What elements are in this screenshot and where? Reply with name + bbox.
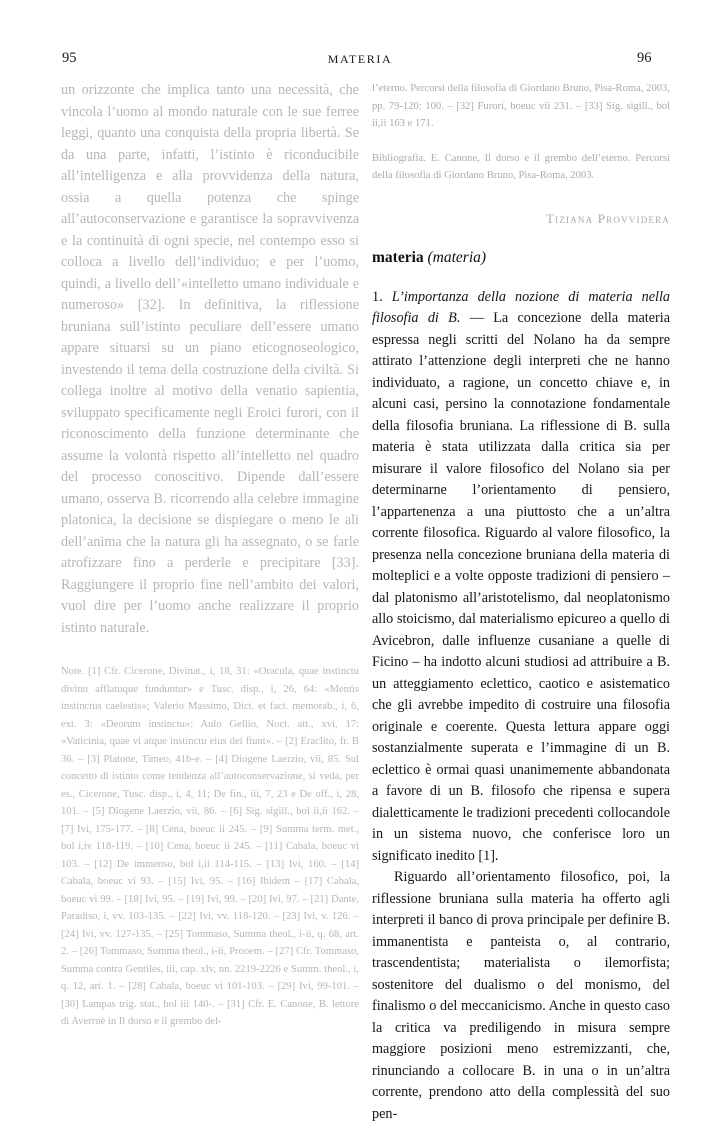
left-body-text: un orizzonte che implica tanto una necessità, che vincola l’uomo al mondo naturale con le sue ferree leggi, quanto una conquista della propria libertà. Se da una parte, infatti, l’istinto è riconducibile all’intelligenza e alla provvidenza della natura, ossia a quella potenza che spinge all’autoconservazione e garantisce la sopravvivenza e la continuità di ogni specie, nel contempo esso si colloca a livello dell’individuo; e per l’uomo, quindi, a livello dell’«intelletto umano individuale e numeroso» [32]. In definitiva, la riflessione bruniana sull’istinto peculiare dell’essere umano appare situarsi su un piano eticognoseologico, investendo il tema della costruzione della civiltà. Si collega inoltre al motivo della venatio sapientia, sviluppato specificamente negli Eroici furori, con il riconoscimento della funzione determinante che assume la volontà rispetto all’intelletto nel quadro del processo conoscitivo. Dipende dall’essere umano, osserva B. ricorrendo alla celebre immagine platonica, la decisione se dispiegare o meno le ali dell’anima che la natura gli ha assegnato, o se farle atrofizzare fino a perderle e precipitare [33]. Raggiungere il proprio fine nell’ambito dei valori, vuol dire per l’uomo anche realizzare il proprio istinto naturale. [61, 80, 359, 639]
entry-term: materia [372, 249, 424, 266]
right-footnotes-continued: l’eterno. Percorsi della filosofia di Giordano Bruno, Pisa-Roma, 2003, pp. 79-120: 100. – [32] Furori, boeuc vii 231. – [33] Sig. sigill., bol ii,ii 163 e 171. [372, 80, 670, 133]
page-number-left: 95 [62, 50, 77, 67]
section-title: L’importanza della nozione di materia nella filosofia di B. [372, 289, 670, 327]
page-header [0, 50, 720, 72]
paragraph-2: Riguardo all’orientamento filosofico, poi, la riflessione bruniana sulla materia ha offerto agli interpreti il banco di prova principale per definire B. immanentista e panteista o, al contrario, trascendentista; materialista o ilemorfista; sostenitore del dualismo o del monismo, del finalismo o del meccanicismo. Anche in questo caso la critica va prediligendo in misura sempre maggiore posizioni meno estremizzanti, che, rinunciando a collocare B. in una o in un’altra corrente, prendono atto della complessità del suo pen- [372, 867, 670, 1125]
paragraph-1-text: La concezione della materia espressa negli scritti del Nolano ha da sempre attirato l’attenzione degli interpreti che ne hanno individuato, a ragione, un concetto chiave e, in alcuni casi, persino la connotazione fondamentale della filosofia bruniana. La riflessione di B. sulla materia è stata utilizzata dalla critica sia per misurare il valore filosofico del Nolano sia per determinarne l’orientamento di pensiero, l’appartenenza a una piuttosto che a un’altra corrente filosofica. Riguardo al valore filosofico, la presenza nella concezione bruniana della materia di molteplici e a volte opposte tradizioni di pensiero – dal platonismo all’aristotelismo, dal neoplatonismo allo stoicismo, dal materialismo epicureo a quello di Avicebron, dalle influenze cusaniane a quelle di Ficino – ha indotto alcuni studiosi ad attribuire a B. un atteggiamento eclettico, caotico e asistematico che gli avrebbe impedito di costruire una filosofia originale e coerente. Questa lettura appare oggi sostanzialmente superata e l’immagine di un B. eclettico è ormai quasi unanimemente abbandonata a favore di un B. filosofo che ripensa e supera dialetticamente le tradizioni precedenti collocandole in un sistema nuovo, che conferisce loro un significato inedito [1]. [372, 310, 670, 864]
section-dash: — [460, 310, 493, 326]
left-column [61, 80, 359, 1031]
section-1 [372, 287, 670, 1125]
right-column [372, 80, 670, 1125]
left-footnotes: Note. [1] Cfr. Cicerone, Divinat., i, 18, 31: «Oracula, quae instinctu divinu afflatuque funduntur» e Tusc. disp., i, 26, 64: «Mentis instinctus caelestis»; Valerio Massimo, Dict. et fact. memorab., i, 6, ext. 3: «Deorum instinctu»; Aulo Gellio, Noct. att., xvi, 17: «Vaticinia, quae vi atque instinctu eius dei fiunt». – [2] Eraclito, fr. B 36. – [3] Platone, Timeo, 41b-e. – [4] Diogene Laerzio, vii, 85. Sul concetto di istinto come tendenza all’autoconservazione, si veda, per es., Cicerone, Tusc. disp., i, 4, 11; De fin., iii, 7, 23 e De off., i, 28, 101. – [5] Diogene Laerzio, vii, 86. – [6] Sig. sigill., bol ii,ii 162. – [7] Ivi, 175-177. – [8] Cena, boeuc ii 245. – [9] Summa term. met., bol i,iv 118-119. – [10] Cena, boeuc ii 245. – [11] Cabala, boeuc vi 103. – [12] De immenso, bol i,ii 114-115. – [13] Ivi, 160. – [14] Cabala, boeuc vi 93. – [15] Ivi, 95. – [16] Ibidem – [17] Cabala, boeuc vi 99. – [18] Ivi, 95. – [19] Ivi, 99. – [20] Ivi, 97. – [21] Dante, Paradiso, i, vv. 103-135. – [22] Ivi, vv. 118-120. – [23] Ivi, v. 126. – [24] Ivi, vv. 127-135. – [25] Tommaso, Summa theol., i-ii, q. 68, art. 2. – [26] Tommaso, Summa theol., i-ii, Prooem. – [27] Cfr. Tommaso, Summa contra Gentiles, iii, cap. xlv, nn. 2219-2226 e Summ. theol., i, q. 12, art. 1. – [28] Cabala, boeuc vi 101-103. – [29] Ivi, 99-101. – [30] Lampas trig. stat., bol iii 140-. – [31] Cfr. E. Canone, B. lettore di Averroè in Il dorso e il grembo del- [61, 663, 359, 1031]
author-signature: Tiziana Provvidera [372, 211, 670, 227]
section-number: 1. [372, 289, 383, 305]
entry-term-latin: (materia) [428, 249, 487, 266]
page-number-right: 96 [637, 50, 652, 67]
running-head: MATERIA [0, 52, 720, 67]
entry-heading [372, 249, 670, 267]
bibliography: Bibliografia. E. Canone, Il dorso e il grembo dell’eterno. Percorsi della filosofia di Giordano Bruno, Pisa-Roma, 2003. [372, 150, 670, 185]
paragraph-1 [372, 287, 670, 868]
